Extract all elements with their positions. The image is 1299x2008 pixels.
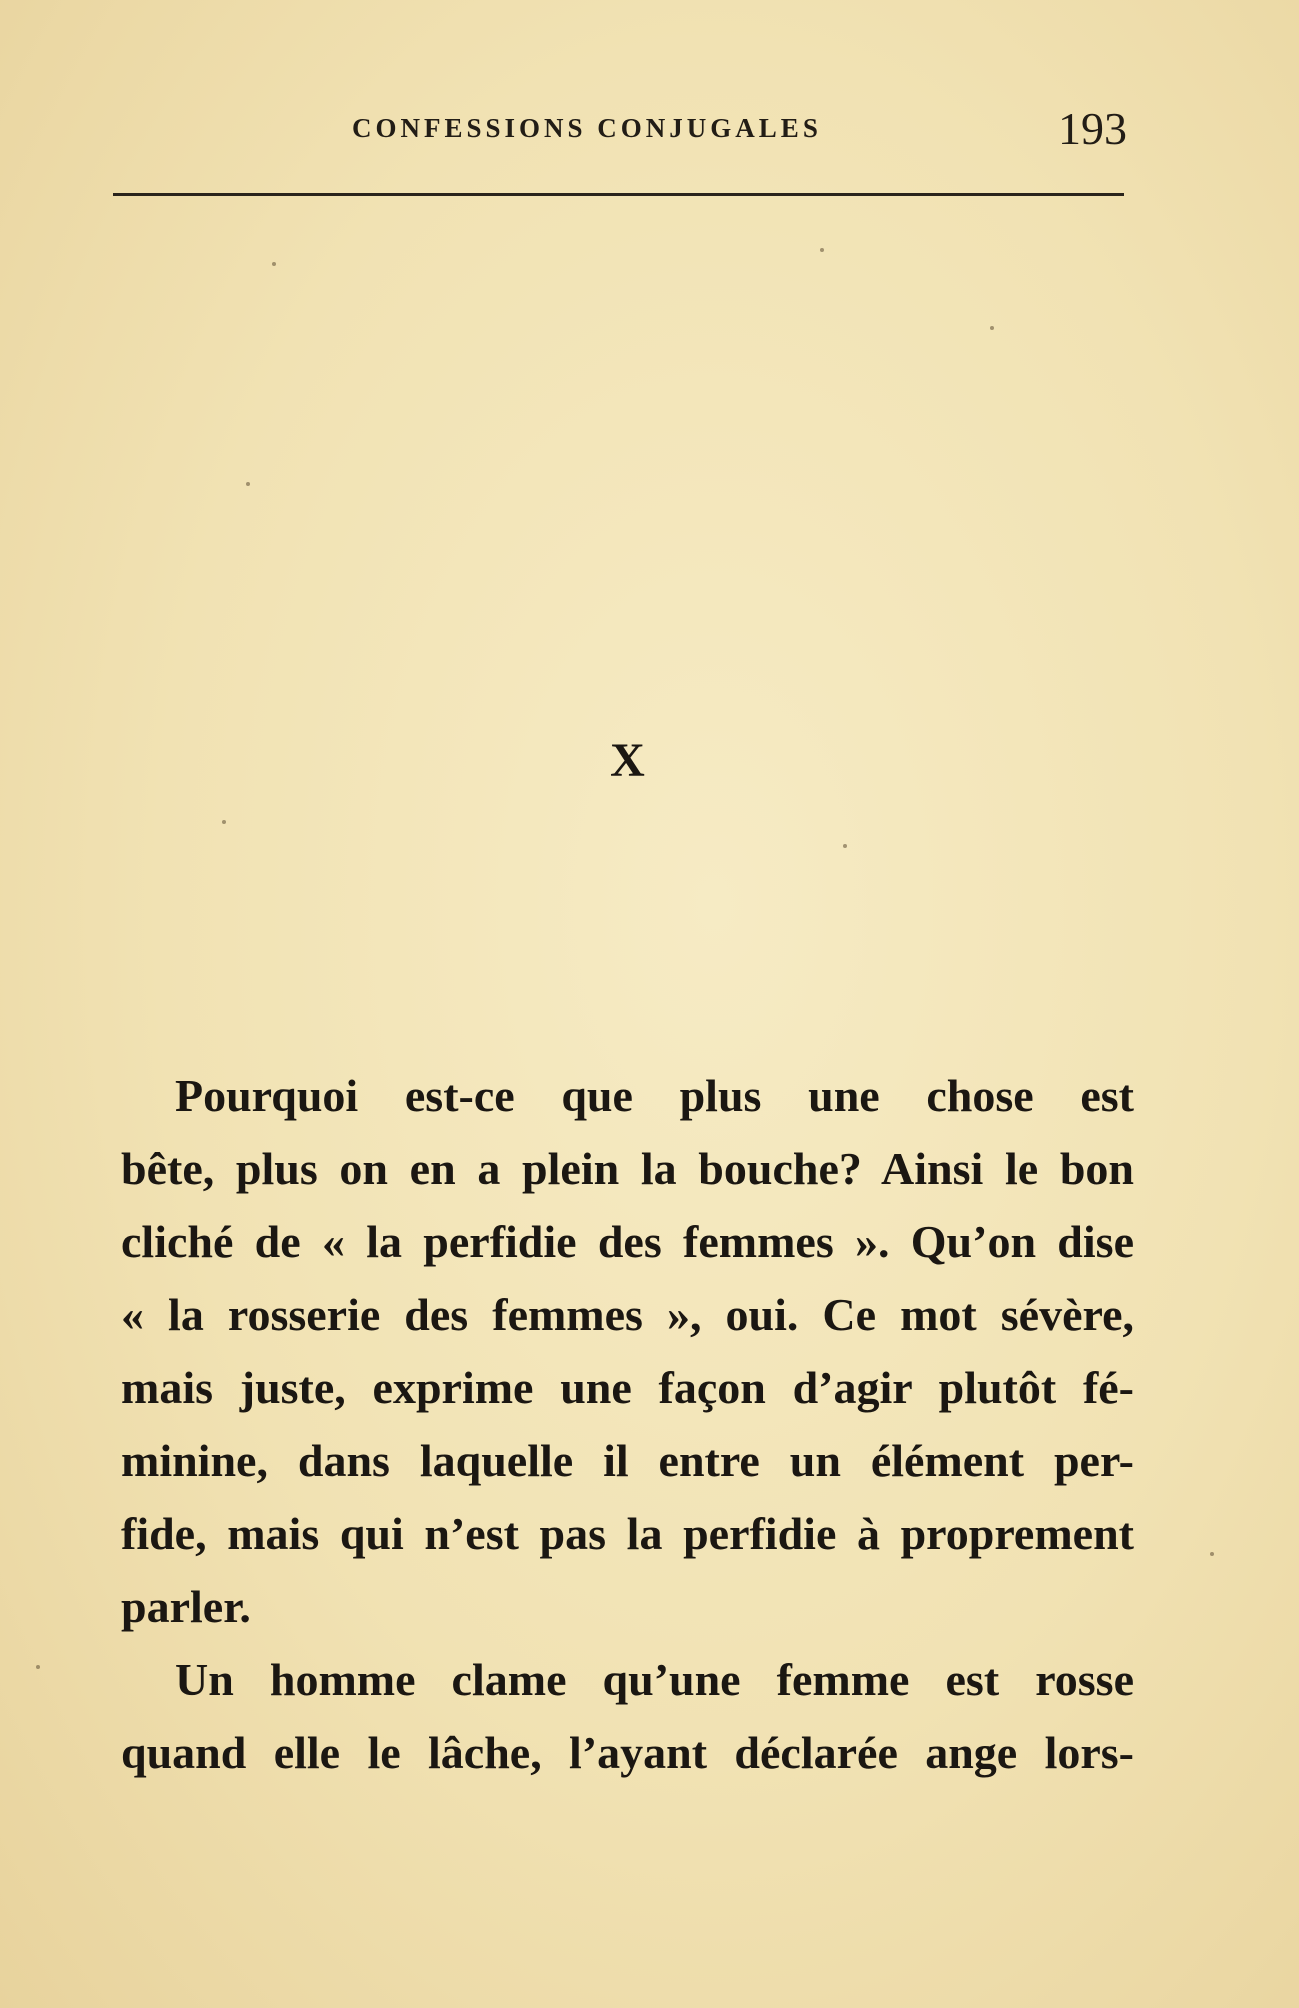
text-line: fide, mais qui n’est pas la perfidie à proprement (121, 1508, 1134, 1559)
paper-speck (272, 262, 276, 266)
header-rule (113, 193, 1124, 196)
body-text (121, 1059, 1134, 1789)
text-line: Pourquoi est-ce que plus une chose est (175, 1070, 1134, 1121)
text-line: quand elle le lâche, l’ayant déclarée ange lors- (121, 1727, 1134, 1778)
text-line: parler. (121, 1581, 251, 1632)
paper-speck (1210, 1552, 1214, 1556)
paper-speck (820, 248, 824, 252)
text-line: bête, plus on en a plein la bouche? Ainsi le bon (121, 1143, 1134, 1194)
chapter-number: X (610, 734, 645, 787)
paper-speck (990, 326, 994, 330)
paper-speck (843, 844, 847, 848)
text-line: « la rosserie des femmes », oui. Ce mot sévère, (121, 1289, 1134, 1340)
text-line: cliché de « la perfidie des femmes ». Qu’on dise (121, 1216, 1134, 1267)
paper-speck (222, 820, 226, 824)
running-head-title: CONFESSIONS CONJUGALES (352, 113, 822, 143)
text-line: minine, dans laquelle il entre un élément per- (121, 1435, 1134, 1486)
text-line: mais juste, exprime une façon d’agir plutôt fé- (121, 1362, 1134, 1413)
page-number: 193 (1058, 103, 1127, 154)
text-line: Un homme clame qu’une femme est rosse (175, 1654, 1134, 1705)
paper-speck (246, 482, 250, 486)
paper-speck (36, 1665, 40, 1669)
